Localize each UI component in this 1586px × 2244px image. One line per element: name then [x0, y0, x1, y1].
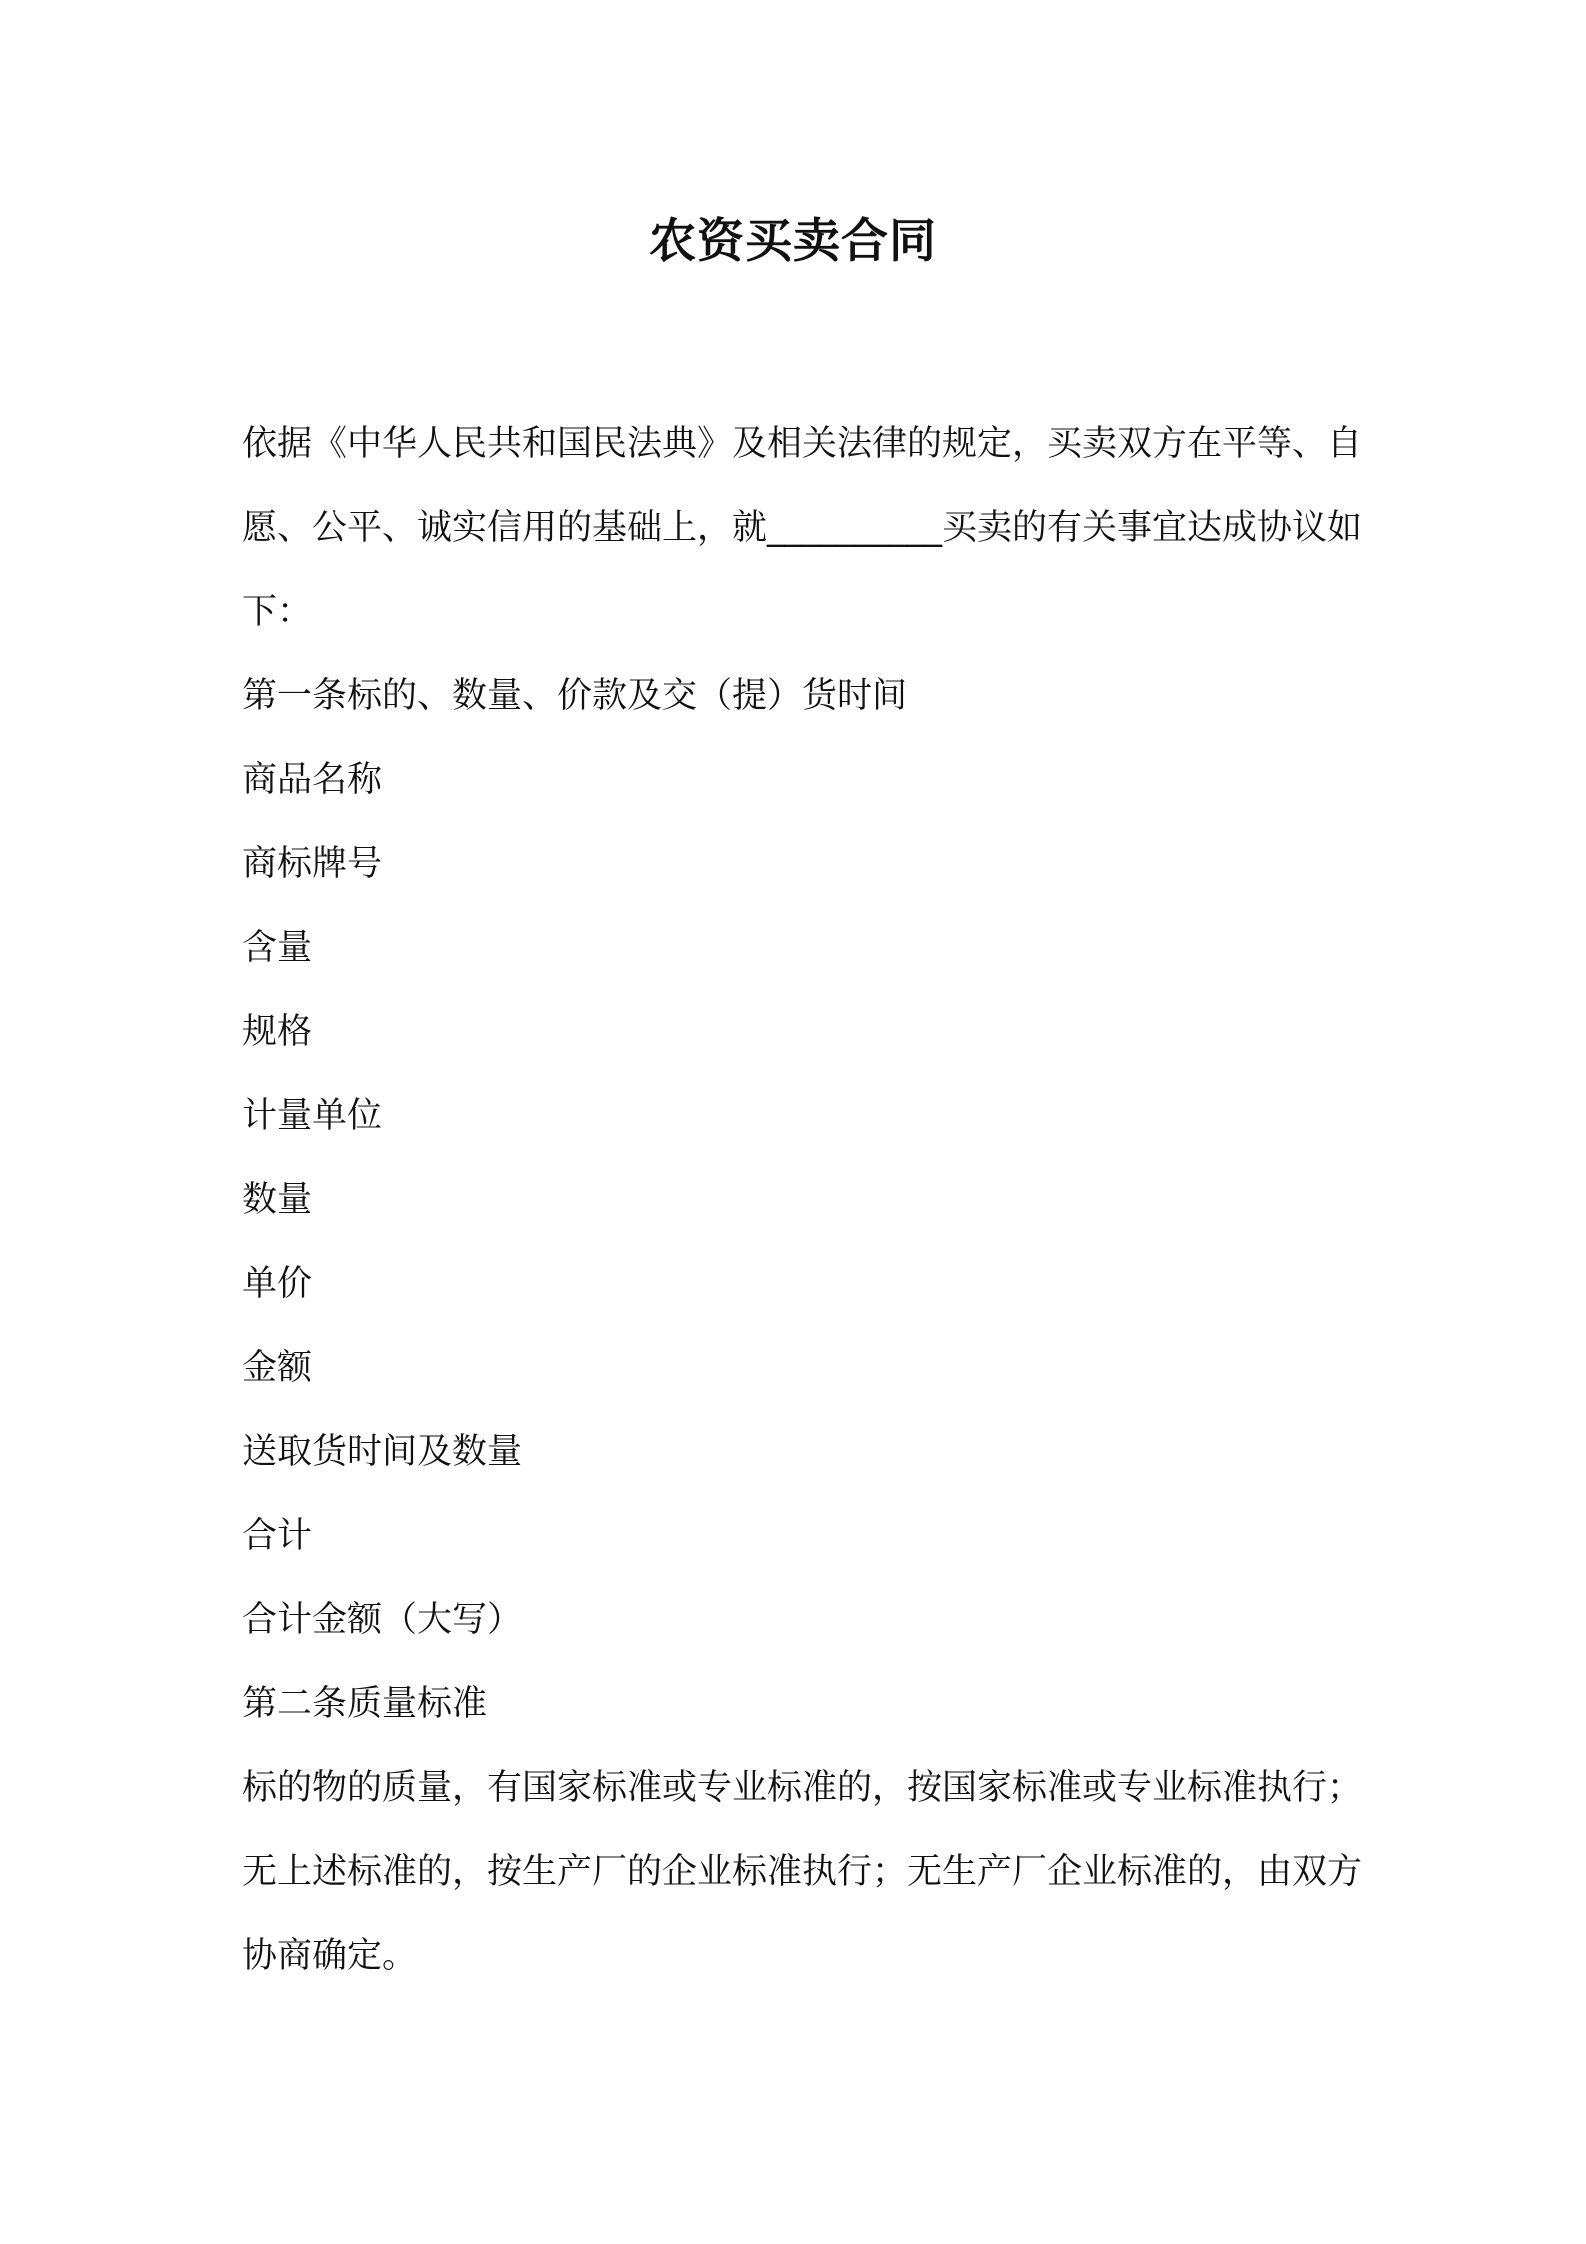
field-delivery-time-quantity: 送取货时间及数量 [242, 1432, 523, 1472]
field-unit: 计量单位 [242, 1096, 383, 1136]
field-quantity: 数量 [242, 1180, 313, 1220]
field-trademark: 商标牌号 [242, 844, 383, 884]
document-body [242, 402, 1362, 1998]
intro-paragraph: 依据《中华人民共和国民法典》及相关法律的规定，买卖双方在平等、自愿、公平、诚实信用的基础上，就__________买卖的有关事宜达成协议如下： [242, 424, 1363, 632]
field-unit-price: 单价 [242, 1264, 313, 1304]
clause-2-heading: 第二条质量标准 [242, 1684, 488, 1724]
clause-2-text: 标的物的质量，有国家标准或专业标准的，按国家标准或专业标准执行；无上述标准的，按生产厂的企业标准执行；无生产厂企业标准的，由双方协商确定。 [242, 1768, 1363, 1976]
field-content: 含量 [242, 928, 313, 968]
field-total-amount-capital: 合计金额（大写） [242, 1600, 523, 1640]
field-total: 合计 [242, 1516, 313, 1556]
field-amount: 金额 [242, 1348, 313, 1388]
field-specification: 规格 [242, 1012, 313, 1052]
clause-1-heading: 第一条标的、数量、价款及交（提）货时间 [242, 676, 908, 716]
field-product-name: 商品名称 [242, 760, 383, 800]
document-title: 农资买卖合同 [649, 214, 937, 269]
